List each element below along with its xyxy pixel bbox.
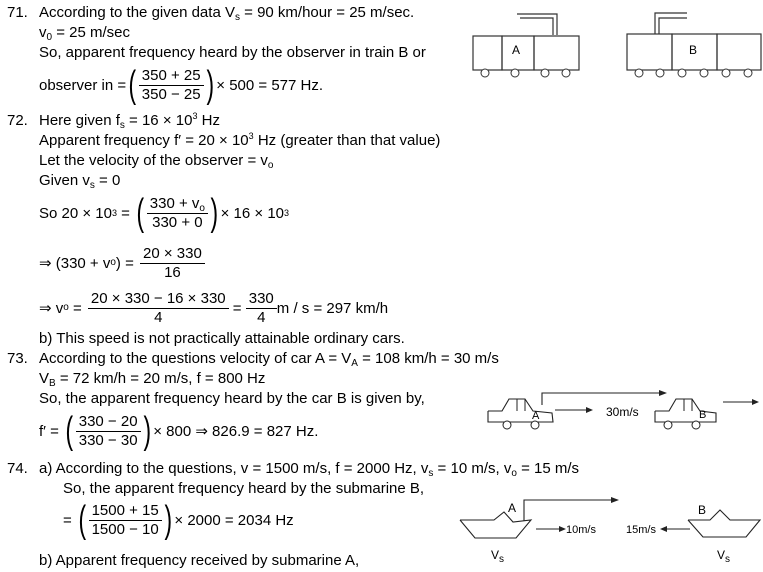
arrow-right-icon (555, 405, 595, 415)
fraction: $\frac{330 + v_o}{330 + 0}$ (147, 195, 208, 232)
q71-line3: So, apparent frequency heard by the observer in train B or (39, 44, 426, 61)
q72-equation-2: ⇒ (330 + v o ) = $\frac{20 \times 330}{16}$ (39, 242, 205, 284)
vs-label-b: $V_s$ (717, 548, 731, 565)
q72-equation-1: So 20 × 10 3 = ( $\frac{330 + v_o}{330 + 0}$ ) × 16 × 10 3 (39, 192, 290, 234)
left-paren-icon: ( (78, 499, 87, 541)
question-number-72: 72. (7, 112, 28, 129)
q72-equation-3: ⇒ v o = $\frac{20 \times 330 - 16 \times 330}{4}$ = $\frac{330}{4}$ m / s = 297 km/h (39, 289, 389, 326)
q72-line3: Let the velocity of the observer = $v_o$ (39, 152, 274, 171)
car-a-label: A (532, 410, 540, 422)
speed-label-15: 15m/s (626, 524, 656, 536)
q71-line2: $v_0 = 25$ m/sec (39, 24, 131, 43)
fraction: $\frac{1500 + 15}{1500 - 10}$ (89, 502, 162, 539)
fraction: $\frac{20 \times 330}{16}$ (140, 245, 205, 282)
fraction: $\frac{20 \times 330 - 16 \times 330}{4}$ (88, 290, 229, 327)
q71-line1: According to the given data $V_s = 90$ km/hour = 25 m/sec. (39, 4, 415, 23)
q72-line4: Given $v_s = 0$ (39, 172, 121, 191)
question-number-73: 73. (7, 350, 28, 367)
fraction: $\frac{330 - 20}{330 - 30}$ (76, 413, 141, 450)
speed-label-10: 10m/s (566, 524, 596, 536)
arrow-right-icon (536, 524, 568, 534)
car-b-icon (652, 395, 722, 430)
q74-line1: a) According to the questions, v = 1500 m/s, f = 2000 Hz, $v_s = 10$ m/s, $v_o = 15$ m/s (39, 460, 580, 479)
left-paren-icon: ( (128, 64, 137, 106)
vs-label-a: $V_s$ (491, 548, 505, 565)
fraction: $\frac{350 + 25}{350 - 25}$ (139, 67, 204, 104)
right-paren-icon: ) (210, 192, 219, 234)
q73-line1: According to the questions velocity of car $A = V_A = 108$ km/h = 30 m/s (39, 350, 499, 369)
left-paren-icon: ( (136, 192, 145, 234)
q73-equation: f′ = ( $\frac{330 - 20}{330 - 30}$ ) × 800 ⇒ 826.9 = 827 Hz. (39, 410, 319, 452)
q74-line2: So, the apparent frequency heard by the submarine B, (63, 480, 425, 497)
train-a-label: A (512, 43, 521, 57)
submarine-b-label: B (698, 503, 707, 517)
arrow-right-icon (723, 397, 763, 407)
q74-part-b: b) Apparent frequency received by submarine A, (39, 552, 360, 569)
long-arrow-icon (522, 495, 622, 525)
submarine-a-label: A (508, 501, 517, 515)
right-paren-icon: ) (164, 499, 172, 541)
q74-equation: = ( $\frac{1500 + 15}{1500 - 10}$ ) × 2000 = 2034 Hz (63, 499, 294, 541)
q72-line2: Apparent frequency $f' = 20 \times 10^3$ Hz (greater than that value) (39, 131, 441, 149)
q71-equation: observer in = ( $\frac{350 + 25}{350 - 25}$ ) × 500 = 577 Hz. (39, 64, 324, 106)
right-paren-icon: ) (143, 410, 151, 452)
left-paren-icon: ( (65, 410, 74, 452)
speed-label-30: 30m/s (606, 405, 639, 419)
question-number-74: 74. (7, 460, 28, 477)
car-b-label: B (699, 409, 707, 421)
q73-line3: So, the apparent frequency heard by the car B is given by, (39, 390, 425, 407)
train-a-diagram (470, 10, 590, 80)
fraction: $\frac{330}{4}$ (246, 290, 277, 327)
question-number-71: 71. (7, 4, 28, 21)
train-b-label: B (689, 43, 698, 57)
q73-line2: $V_B = 72$ km/h = 20 m/s, f = 800 Hz (39, 370, 266, 389)
q72-part-b: b) This speed is not practically attainable ordinary cars. (39, 330, 405, 347)
q72-line1: Here given $f_s = 16 \times 10^3$ Hz (39, 111, 220, 131)
right-paren-icon: ) (206, 64, 214, 106)
